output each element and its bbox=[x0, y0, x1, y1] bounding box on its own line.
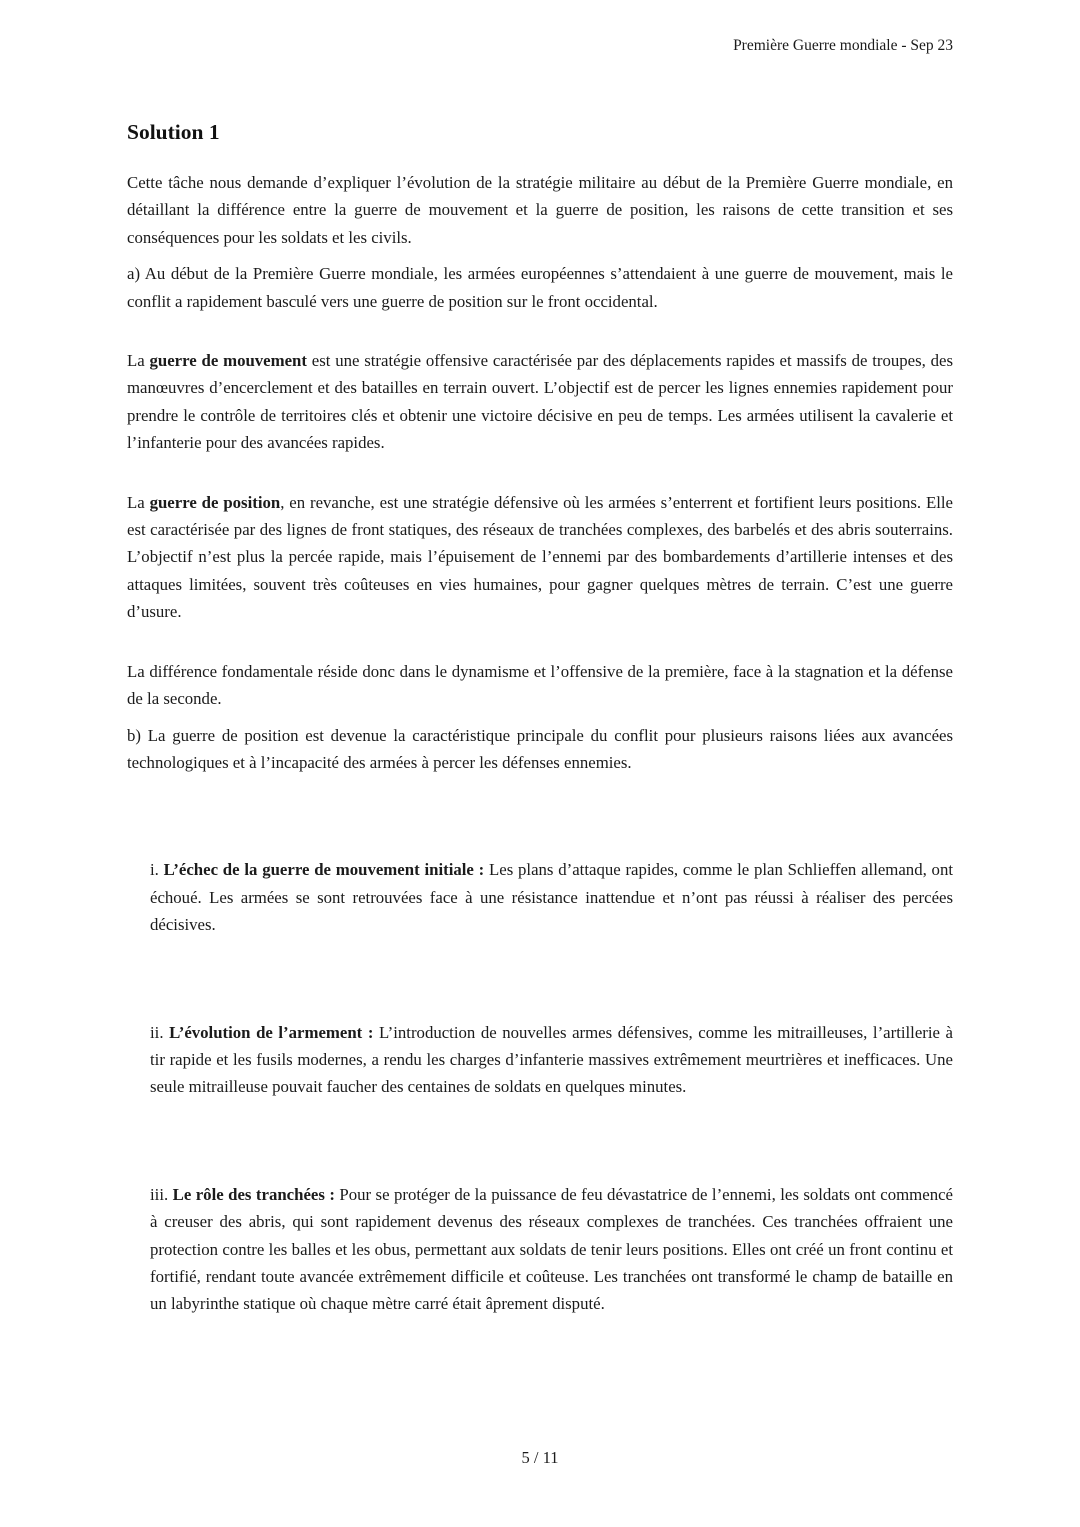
page-number: 5 / 11 bbox=[521, 1448, 559, 1467]
paragraph-intro bbox=[127, 169, 953, 251]
document-content bbox=[127, 169, 953, 1318]
bold-text: L’échec de la guerre de mouvement initiale : bbox=[163, 860, 485, 880]
page-title: Solution 1 bbox=[127, 120, 220, 144]
paragraph-difference bbox=[127, 658, 953, 713]
paragraph-guerre-position bbox=[127, 489, 953, 626]
body-text: iii. bbox=[150, 1184, 173, 1204]
body-text: Cette tâche nous demande d’expliquer l’évolution de la stratégie militaire au début de la Première Guerre mondiale, en détaillant la différence entre la guerre de mouvement et la guerre de position, les raisons de cette transition et ses conséquences pour les soldats et les civils. bbox=[127, 173, 953, 247]
page-header bbox=[127, 36, 953, 56]
bold-text: L’évolution de l’armement : bbox=[169, 1022, 374, 1042]
body-text: Les plans d’attaque rapides, comme le plan Schlieffen allemand, ont échoué. Les armées se sont retrouvées face à une résistance inattendue et n’ont pas réussi à réaliser des percées décisives. bbox=[150, 860, 954, 935]
body-text: La bbox=[127, 492, 150, 512]
body-text: ii. bbox=[150, 1022, 170, 1042]
body-text: , en revanche, est une stratégie défensive où les armées s’enterrent et fortifient leurs positions. Elle est caractérisée par des lignes de front statiques, des réseaux de tranchées complexes, des barbelés et des abris souterrains. L’objectif n’est plus la percée rapide, mais l’épuisement de l’ennemi par des bombardements d’artillerie intenses et des attaques limitées, souvent très coûteuses en vies humaines, pour gagner quelques mètres de terrain. C’est une guerre d’usure. bbox=[127, 492, 953, 622]
bold-text: guerre de mouvement bbox=[149, 351, 307, 371]
body-text: La différence fondamentale réside donc dans le dynamisme et l’offensive de la première, face à la stagnation et la défense de la seconde. bbox=[127, 661, 953, 709]
paragraph-a bbox=[127, 260, 953, 315]
page-footer bbox=[0, 1448, 1080, 1468]
body-text: i. bbox=[150, 860, 164, 880]
bold-text: guerre de position bbox=[149, 492, 281, 512]
body-text: a) Au début de la Première Guerre mondiale, les armées européennes s’attendaient à une guerre de mouvement, mais le conflit a rapidement basculé vers une guerre de position sur le front occidental. bbox=[127, 264, 953, 311]
body-text: L’introduction de nouvelles armes défensives, comme les mitrailleuses, l’artillerie à tir rapide et les fusils modernes, a rendu les charges d’infanterie massives extrêmement meurtrières et inefficaces. Une seule mitrailleuse pouvait faucher des centaines de soldats en quelques minutes. bbox=[150, 1022, 953, 1097]
body-text: La bbox=[127, 351, 150, 371]
body-text: Pour se protéger de la puissance de feu dévastatrice de l’ennemi, les soldats ont commencé à creuser des abris, qui sont rapidement devenus des réseaux complexes de tranchées. Ces tranchées offraient une protection contre les balles et les obus, permettant aux soldats de tenir leurs positions. Elles ont créé un front continu et fortifié, rendant toute avancée extrêmement difficile et coûteuse. Les tranchées ont transformé le champ de bataille en un labyrinthe statique où chaque mètre carré était âprement disputé. bbox=[150, 1184, 953, 1314]
header-text: Première Guerre mondiale - Sep 23 bbox=[733, 37, 953, 54]
list-item-i bbox=[127, 856, 953, 938]
list-item-ii bbox=[127, 1019, 953, 1101]
paragraph-guerre-mouvement bbox=[127, 347, 953, 457]
list-item-iii bbox=[127, 1181, 953, 1318]
paragraph-b bbox=[127, 722, 953, 777]
body-text: b) La guerre de position est devenue la caractéristique principale du conflit pour plusieurs raisons liées aux avancées technologiques et à l’incapacité des armées à percer les défenses ennemies. bbox=[127, 725, 953, 772]
bold-text: Le rôle des tranchées : bbox=[172, 1184, 335, 1204]
body-text: est une stratégie offensive caractérisée par des déplacements rapides et massifs de troupes, des manœuvres d’encerclement et des batailles en terrain ouvert. L’objectif est de percer les lignes ennemies rapidement pour prendre le contrôle de territoires clés et obtenir une victoire décisive en peu de temps. Les armées utilisent la cavalerie et l’infanterie pour des avancées rapides. bbox=[127, 351, 953, 453]
